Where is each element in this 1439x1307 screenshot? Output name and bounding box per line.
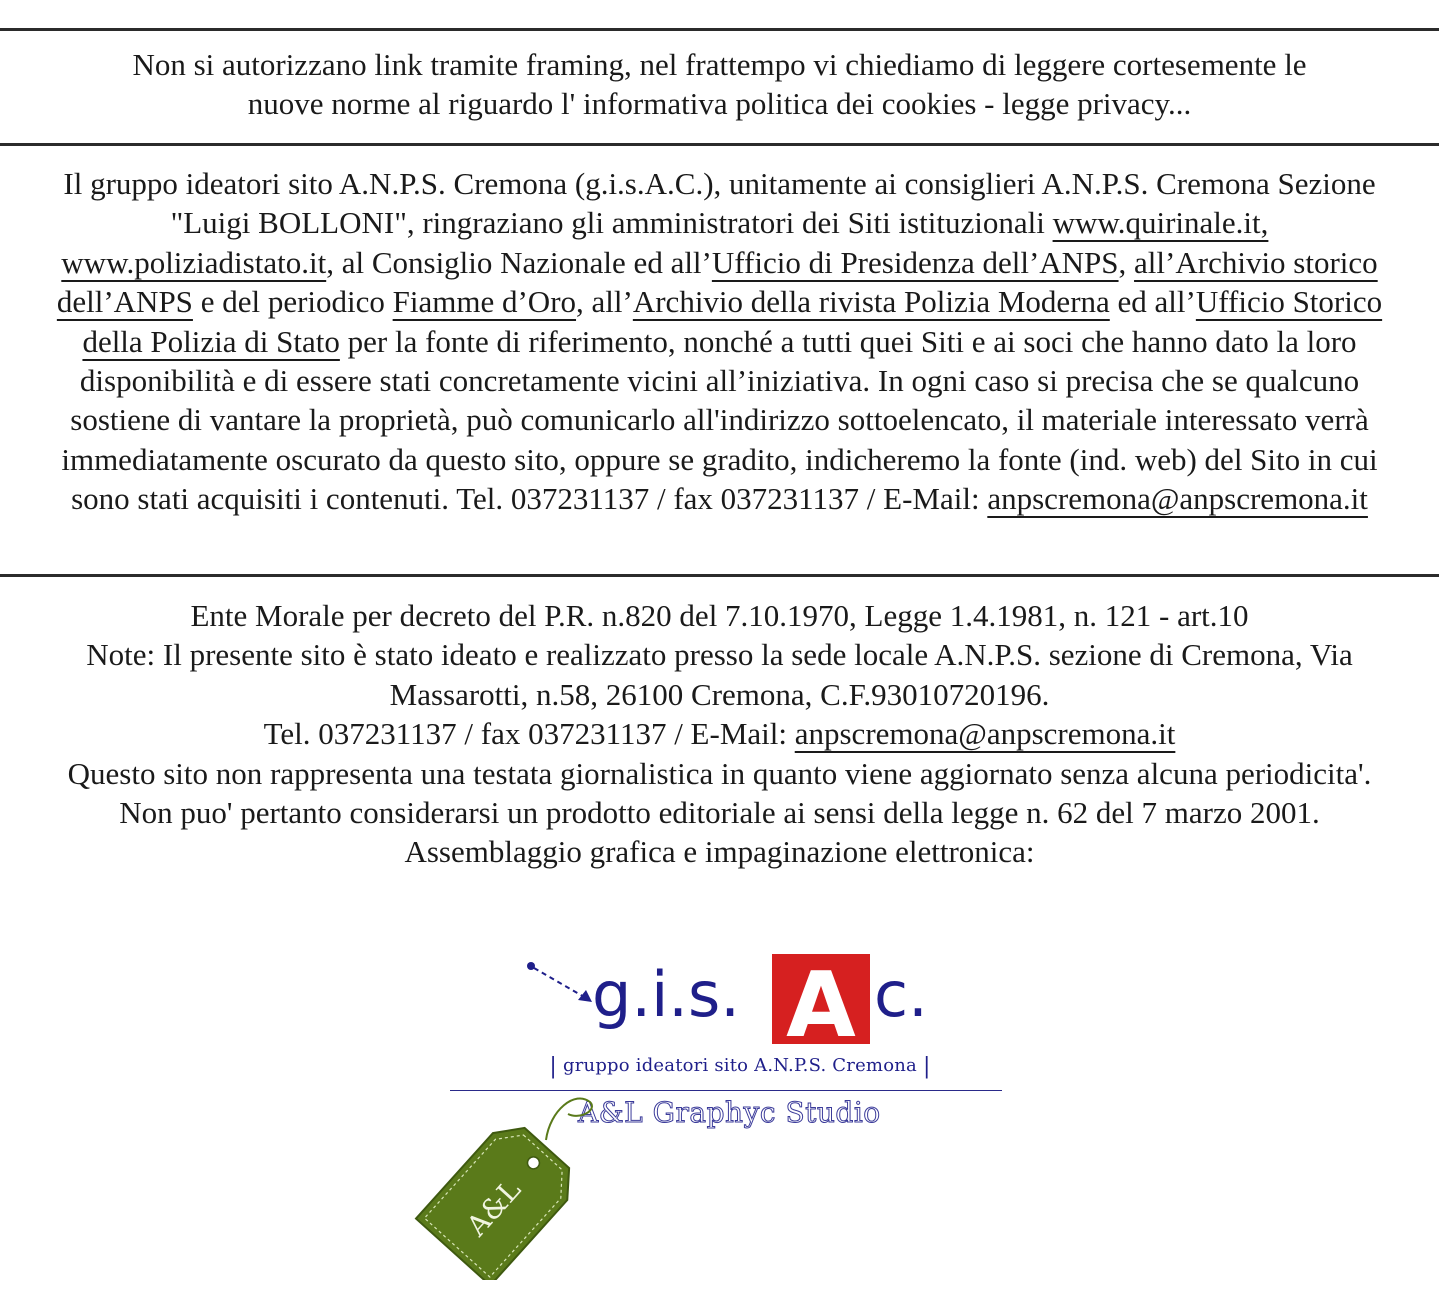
acknowledgements-text: [38, 164, 1401, 519]
assemblaggio-label: Assemblaggio grafica e impaginazione elettronica:: [404, 834, 1035, 870]
notice-line-2: nuove norme al riguardo l' informativa politica dei cookies - legge privacy...: [247, 86, 1192, 122]
link-ufficio-storico[interactable]: Ufficio Storico della Polizia di Stato: [82, 284, 1383, 359]
tag-text: A&L: [460, 1173, 528, 1243]
link-fiamme-oro[interactable]: Fiamme d’Oro: [392, 284, 577, 320]
thanks-text-4: e del periodico: [192, 284, 393, 320]
c-text: c.: [874, 958, 928, 1031]
site-note: Note: Il presente sito è stato ideato e realizzato presso la sede locale A.N.P.S. sezione di Cremona, Via Massarotti, n.58, 26100 Cremona, C.F.93010720196.: [86, 637, 1353, 712]
gis-text: g.i.s.: [592, 958, 741, 1031]
disclaimer: Questo sito non rappresenta una testata giornalistica in quanto viene aggiornato senza alcuna periodicita'. Non puo' pertanto considerarsi un prodotto editoriale ai sensi della legge n. 62 del 7 marzo 2001.: [67, 755, 1372, 831]
a-letter: A: [786, 953, 856, 1050]
al-tag-icon: [400, 1090, 600, 1280]
thanks-text-2: , al Consiglio Nazionale ed all’: [326, 244, 712, 280]
link-archivio-anps[interactable]: all’Archivio storico dell’ANPS: [56, 244, 1378, 320]
gisac-logo[interactable]: [400, 940, 1040, 1280]
thanks-text-6: ed all’: [1109, 284, 1196, 320]
tagline-text: gruppo ideatori sito A.N.P.S. Cremona: [563, 1055, 917, 1076]
link-quirinale[interactable]: www.quirinale.it,: [1052, 205, 1269, 241]
notice-line-1: Non si autorizzano link tramite framing, nel frattempo vi chiediamo di leggere cortesemente le: [132, 47, 1307, 82]
link-ufficio-presidenza[interactable]: Ufficio di Presidenza dell’ANPS: [711, 244, 1119, 280]
dotted-arrow-icon: [534, 968, 586, 998]
tagline-bar-right: |: [922, 1054, 931, 1079]
tagline-bar-left: |: [549, 1054, 558, 1079]
link-polizia-moderna[interactable]: Archivio della rivista Polizia Moderna: [632, 284, 1110, 320]
link-polizia-di-stato[interactable]: www.poliziadistato.it: [61, 244, 327, 280]
tag-string-icon: [546, 1098, 592, 1140]
acknowledgements: [38, 164, 1401, 519]
thanks-text-1: Il gruppo ideatori sito A.N.P.S. Cremona (g.i.s.A.C.), unitamente ai consiglieri A.N.P.S. Cremona Sezione "Luigi BOLLONI", ringraziano gli amministratori dei Siti istituzionali: [63, 166, 1376, 241]
gisac-wordmark: [400, 940, 960, 1050]
footer-email-link[interactable]: anpscremona@anpscremona.it: [794, 716, 1176, 752]
logo-tagline: [540, 1054, 940, 1079]
footer-info: [50, 596, 1389, 872]
thanks-text-5: , all’: [576, 284, 633, 320]
arrow-head-icon: [578, 990, 592, 1002]
contact-line: [50, 714, 1389, 753]
link-email[interactable]: anpscremona@anpscremona.it: [987, 481, 1368, 517]
ente-morale: Ente Morale per decreto del P.R. n.820 del 7.10.1970, Legge 1.4.1981, n. 121 - art.10: [190, 598, 1249, 633]
studio-name: A&L Graphyc Studio: [578, 1096, 881, 1129]
thanks-text-3: ,: [1118, 244, 1135, 280]
thanks-text-7: per la fonte di riferimento, nonché a tutti quei Siti e ai soci che hanno dato la loro disponibilità e di essere stati concretamente vicini all’iniziativa. In ogni caso si precisa che se qualcuno sostiene di vantare la proprietà, può comunicarlo all'indirizzo sottoelencato, il materiale interessato verrà immediatamente oscurato da questo sito, oppure se gradito, indicheremo la fonte (ind. web) del Sito in cui sono stati acquisiti i contenuti. Tel. 037231137 / fax 037231137 / E-Mail:: [61, 323, 1378, 517]
divider-thanks: [0, 574, 1439, 577]
divider-top: [0, 28, 1439, 31]
cookie-notice: [40, 45, 1399, 124]
contact-prefix: Tel. 037231137 / fax 037231137 / E-Mail:: [263, 716, 795, 752]
divider-notice: [0, 143, 1439, 146]
